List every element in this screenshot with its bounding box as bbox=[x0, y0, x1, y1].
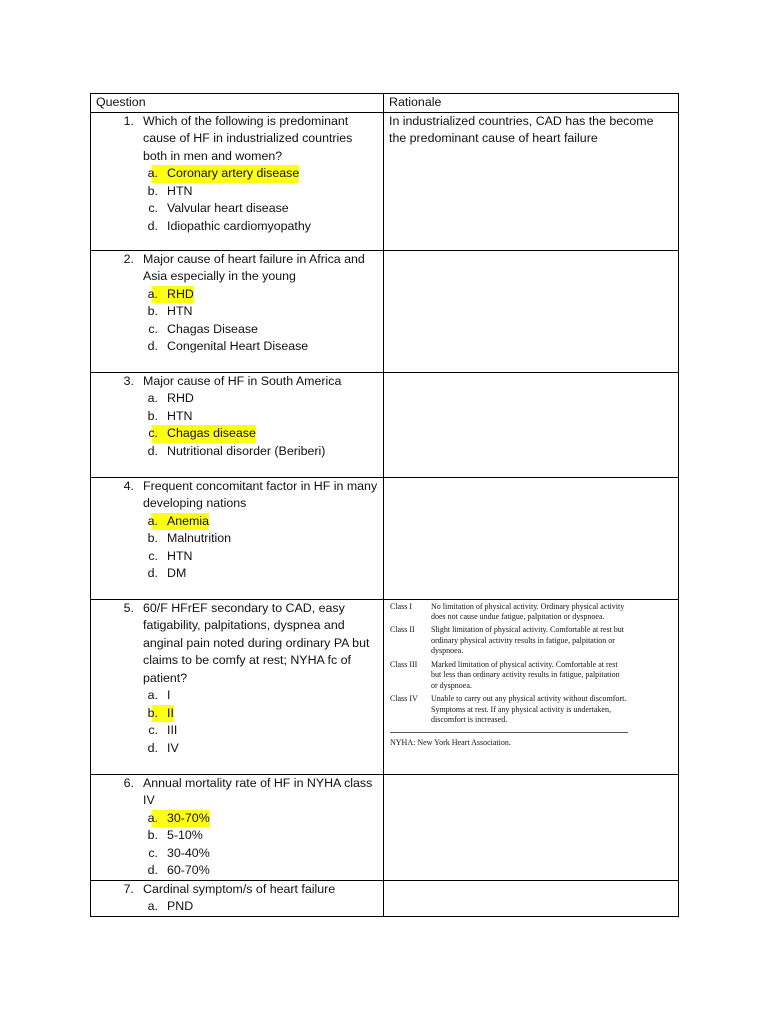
option-text: 5-10% bbox=[167, 828, 203, 842]
option-text: 30-70% bbox=[158, 810, 210, 828]
answer-option-correct bbox=[96, 286, 378, 304]
nyha-class-description: Unable to carry out any physical activity without discomfort. Symptoms at rest. If any physical activity is undertaken, discomfort is increased. bbox=[431, 694, 627, 725]
option-text: III bbox=[167, 723, 178, 737]
option-letter: d. bbox=[147, 443, 158, 458]
question-number: 5. bbox=[123, 600, 134, 615]
option-letter: c. bbox=[148, 548, 158, 563]
question-cell bbox=[91, 250, 384, 372]
nyha-class-description: No limitation of physical activity. Ordinary physical activity does not cause undue fatigue, palpitation or dyspnoea. bbox=[431, 601, 625, 622]
option-letter: b. bbox=[147, 828, 158, 842]
answer-option-correct bbox=[96, 705, 378, 723]
question-cell bbox=[91, 372, 384, 477]
answer-option bbox=[96, 827, 378, 845]
option-letter: a. bbox=[136, 513, 158, 531]
question-text: Major cause of heart failure in Africa and Asia especially in the young bbox=[143, 251, 365, 283]
option-text: DM bbox=[167, 566, 187, 580]
question-line bbox=[96, 881, 378, 899]
answer-option bbox=[96, 530, 378, 548]
option-text: II bbox=[158, 705, 174, 723]
answer-option bbox=[96, 218, 378, 236]
question-number: 1. bbox=[123, 113, 134, 128]
option-text: I bbox=[167, 688, 171, 702]
question-line bbox=[96, 251, 378, 286]
table-row bbox=[91, 477, 679, 599]
option-letter: c. bbox=[148, 201, 158, 215]
question-line bbox=[96, 775, 378, 810]
rationale-cell bbox=[384, 880, 679, 916]
option-letter: d. bbox=[147, 566, 158, 580]
option-text: Congenital Heart Disease bbox=[167, 339, 309, 353]
answer-option bbox=[96, 898, 378, 916]
option-letter: d. bbox=[147, 863, 158, 877]
question-text: Which of the following is predominant cause of HF in industrialized countries both in men and women? bbox=[143, 113, 353, 163]
question-cell bbox=[91, 112, 384, 250]
question-number: 2. bbox=[123, 251, 134, 266]
option-text: PND bbox=[167, 899, 194, 913]
option-letter: b. bbox=[147, 531, 158, 545]
question-number: 3. bbox=[123, 373, 134, 388]
option-letter: b. bbox=[136, 705, 158, 723]
nyha-classification bbox=[390, 602, 628, 749]
option-text: HTN bbox=[167, 183, 193, 198]
option-text: Valvular heart disease bbox=[167, 201, 289, 215]
option-letter: b. bbox=[147, 183, 158, 198]
option-letter: c. bbox=[148, 321, 158, 336]
header-row bbox=[91, 94, 679, 113]
option-letter: c. bbox=[148, 723, 158, 737]
option-text: HTN bbox=[167, 548, 193, 563]
answer-option bbox=[96, 303, 378, 321]
table-row bbox=[91, 599, 679, 774]
option-text: RHD bbox=[158, 286, 194, 304]
answer-option-correct bbox=[96, 513, 378, 531]
option-text: Coronary artery disease bbox=[158, 165, 299, 183]
question-text: Major cause of HF in South America bbox=[143, 373, 342, 388]
table-row bbox=[91, 774, 679, 880]
rationale-cell bbox=[384, 774, 679, 880]
option-text: Chagas Disease bbox=[167, 321, 258, 336]
option-text: Idiopathic cardiomyopathy bbox=[167, 218, 311, 233]
question-cell bbox=[91, 599, 384, 774]
table-row bbox=[91, 112, 679, 250]
question-cell bbox=[91, 477, 384, 599]
nyha-row bbox=[390, 602, 628, 623]
rationale-cell bbox=[384, 477, 679, 599]
option-letter: b. bbox=[147, 304, 158, 318]
answer-option bbox=[96, 687, 378, 705]
option-text: RHD bbox=[167, 391, 194, 405]
question-number: 6. bbox=[123, 775, 134, 790]
answer-option bbox=[96, 183, 378, 201]
question-cell bbox=[91, 880, 384, 916]
rationale-cell bbox=[384, 112, 679, 250]
option-text: Chagas disease bbox=[158, 425, 256, 443]
question-text: Frequent concomitant factor in HF in many developing nations bbox=[143, 478, 378, 510]
option-text: 60-70% bbox=[167, 863, 210, 877]
question-line bbox=[96, 373, 378, 391]
option-text: Malnutrition bbox=[167, 531, 232, 545]
nyha-class-label: Class IV bbox=[390, 694, 418, 704]
answer-option-correct bbox=[96, 425, 378, 443]
question-header: Question bbox=[91, 94, 384, 113]
question-text: 60/F HFrEF secondary to CAD, easy fatigability, palpitations, dyspnea and anginal pain noted during ordinary PA but claims to be comfy at rest; NYHA fc of patient? bbox=[143, 600, 370, 685]
answer-option bbox=[96, 862, 378, 880]
table-row bbox=[91, 880, 679, 916]
question-number: 4. bbox=[123, 478, 134, 493]
question-line bbox=[96, 600, 378, 688]
question-text: Cardinal symptom/s of heart failure bbox=[143, 881, 336, 896]
question-table bbox=[90, 93, 679, 917]
option-text: Nutritional disorder (Beriberi) bbox=[167, 443, 326, 458]
rationale-cell bbox=[384, 250, 679, 372]
rationale-cell bbox=[384, 599, 679, 774]
nyha-class-label: Class I bbox=[390, 601, 412, 611]
question-number: 7. bbox=[123, 881, 134, 896]
question-line bbox=[96, 478, 378, 513]
table-row bbox=[91, 250, 679, 372]
answer-option-correct bbox=[96, 165, 378, 183]
option-letter: d. bbox=[147, 740, 158, 755]
answer-option bbox=[96, 338, 378, 356]
nyha-class-description: Slight limitation of physical activity. Comfortable at rest but ordinary physical activity results in fatigue, palpitation or dyspnoea. bbox=[431, 625, 625, 656]
option-letter: d. bbox=[147, 339, 158, 353]
question-cell bbox=[91, 774, 384, 880]
answer-option bbox=[96, 845, 378, 863]
nyha-footnote: NYHA: New York Heart Association. bbox=[390, 737, 511, 747]
option-letter: a. bbox=[147, 899, 158, 913]
answer-option bbox=[96, 443, 378, 461]
option-text: HTN bbox=[167, 304, 193, 318]
nyha-class-label: Class III bbox=[390, 659, 418, 669]
answer-option bbox=[96, 740, 378, 758]
option-letter: a. bbox=[136, 286, 158, 304]
option-text: HTN bbox=[167, 408, 193, 423]
option-letter: c. bbox=[136, 425, 158, 443]
rationale-header: Rationale bbox=[384, 94, 679, 113]
option-letter: a. bbox=[136, 165, 158, 183]
option-letter: d. bbox=[147, 218, 158, 233]
table-row bbox=[91, 372, 679, 477]
nyha-class-label: Class II bbox=[390, 625, 415, 635]
option-letter: a. bbox=[136, 810, 158, 828]
answer-option-correct bbox=[96, 810, 378, 828]
answer-option bbox=[96, 390, 378, 408]
nyha-class-description: Marked limitation of physical activity. Comfortable at rest but less than ordinary activity results in fatigue, palpitation or dyspnoea. bbox=[431, 659, 620, 690]
question-line bbox=[96, 113, 378, 166]
nyha-divider bbox=[390, 732, 628, 733]
option-letter: a. bbox=[147, 688, 158, 702]
rationale-cell bbox=[384, 372, 679, 477]
option-text: Anemia bbox=[158, 513, 209, 531]
option-text: 30-40% bbox=[167, 845, 210, 860]
option-letter: b. bbox=[147, 408, 158, 423]
answer-option bbox=[96, 548, 378, 566]
nyha-row bbox=[390, 660, 628, 692]
option-letter: a. bbox=[147, 391, 158, 405]
nyha-row bbox=[390, 694, 628, 726]
answer-option bbox=[96, 321, 378, 339]
answer-option bbox=[96, 408, 378, 426]
option-letter: c. bbox=[148, 845, 158, 860]
answer-option bbox=[96, 722, 378, 740]
answer-option bbox=[96, 565, 378, 583]
option-text: IV bbox=[167, 740, 179, 755]
answer-option bbox=[96, 200, 378, 218]
question-text: Annual mortality rate of HF in NYHA class IV bbox=[143, 775, 373, 807]
nyha-row bbox=[390, 625, 628, 657]
rationale-text: In industrialized countries, CAD has the become the predominant cause of heart failure bbox=[389, 113, 654, 145]
